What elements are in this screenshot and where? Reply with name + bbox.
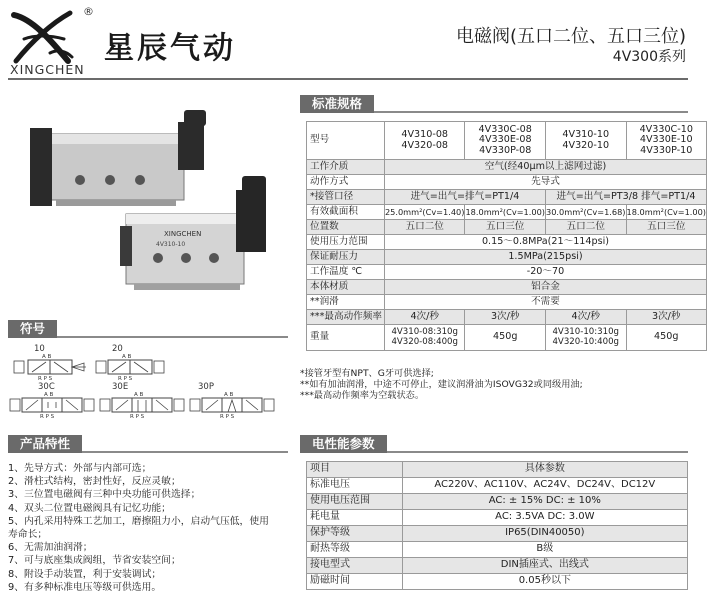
feature-item: 6、无需加油润滑； [8,542,93,554]
note-3: ***最高动作频率为空载状态。 [300,390,425,401]
electrical-row: 励磁时间 0.05秒以下 [307,574,688,590]
electrical-row: 接电型式 DIN插座式、出线式 [307,558,688,574]
section-header-electrical [300,435,688,453]
spec-notes [300,368,583,401]
spec-row-pressure: 使用压力范围 0.15～0.8MPa(21～114psi) [307,235,707,250]
valve-model-text: 4V310-10 [156,241,186,248]
page-title: 电磁阀(五口二位、五口三位) [455,26,686,47]
valve-symbol-30p [188,390,280,420]
brand-name-en: XINGCHEN [10,62,85,77]
spec-row-action: 动作方式 先导式 [307,175,707,190]
electrical-header-row: 项目 具体参数 [307,462,688,478]
registered-mark: ® [83,5,94,18]
note-2: **如有加油润滑，中途不可停止，建议润滑油为ISOVG32或同级用油; [300,379,583,390]
section-title-symbol: 符号 [8,320,57,338]
spec-row-lubrication: **润滑 不需要 [307,295,707,310]
note-1: *接管牙型有NPT、G牙可供选择; [300,368,434,379]
spec-row-medium: 工作介质 空气(经40μm以上滤网过滤) [307,160,707,175]
electrical-row: 耗电量 AC: 3.5VA DC: 3.0W [307,510,688,526]
electrical-row: 耐热等级 B级 [307,542,688,558]
spec-row-material: 本体材质 铝合金 [307,280,707,295]
spec-row-positions: 位置数 五口二位 五口三位 五口二位 五口三位 [307,220,707,235]
feature-item: 3、三位置电磁阀有三种中央功能可供选择； [8,489,201,501]
section-header-features [8,435,288,453]
spec-header-row [307,122,707,160]
spec-header-model-2: 4V330C-08 4V330E-08 4V330P-08 [465,122,546,160]
feature-item: 1、先导方式：外部与内部可选； [8,463,152,474]
svg-text:A B: A B [44,392,54,398]
section-header-spec [300,95,688,113]
valve-symbol-30c [8,390,98,420]
series-title: 4V300系列 [612,49,686,65]
spec-row-area: 有效截面积 25.0mm²(Cv=1.40) 18.0mm²(Cv=1.00) 30.0mm²(Cv=1.68) 18.0mm²(Cv=1.00) [307,205,707,220]
symbol-label-20: 20 [112,344,123,354]
spec-row-proof: 保证耐压力 1.5MPa(215psi) [307,250,707,265]
feature-item: 9、有多种标准电压等级可供选用。 [8,581,162,593]
spec-header-label: 型号 [307,122,385,160]
spec-row-temperature: 工作温度 ℃ -20～70 [307,265,707,280]
feature-item: 5、内孔采用特殊工艺加工，磨擦阻力小，启动气压低，使用 [8,515,269,527]
electrical-table [306,461,688,590]
valve-symbol-30e [98,390,188,420]
svg-text:R P S: R P S [118,376,133,382]
svg-text:A B: A B [122,354,132,360]
section-header-symbol [8,320,288,338]
spec-header-model-3: 4V310-10 4V320-10 [545,122,626,160]
symbol-label-30c: 30C [38,382,55,392]
electrical-row: 保护等级 IP65(DIN40050) [307,526,688,542]
section-title-spec: 标准规格 [300,95,374,113]
svg-text:A B: A B [42,354,52,360]
spec-table [306,121,707,351]
header-divider [8,78,688,80]
feature-item: 2、滑柱式结构，密封性好，反应灵敏； [8,476,181,488]
feature-item: 4、双头二位置电磁阀具有记忆功能； [8,502,171,514]
feature-item: 7、可与底座集成阀组，节省安装空间； [8,555,181,567]
spec-header-model-1: 4V310-08 4V320-08 [384,122,465,160]
valve-back-illustration [30,110,206,206]
spec-row-weight: 重量 4V310-08:310g 4V320-08:400g 450g 4V310-10:310g 4V320-10:400g 450g [307,325,707,351]
spec-row-frequency: ***最高动作频率 4次/秒 3次/秒 4次/秒 3次/秒 [307,310,707,325]
spec-row-port: *接管口径 进气=出气=排气=PT1/4 进气=出气=PT3/8 排气=PT1/4 [307,190,707,205]
symbol-label-30e: 30E [112,382,129,392]
symbol-label-10: 10 [34,344,45,354]
spec-header-model-4: 4V330C-10 4V330E-10 4V330P-10 [626,122,707,160]
svg-text:R P S: R P S [130,414,145,420]
valve-product-photo [30,110,280,310]
svg-text:R P S: R P S [40,414,55,420]
features-list [8,462,288,594]
section-title-features: 产品特性 [8,435,82,453]
electrical-row: 使用电压范围 AC: ± 15% DC: ± 10% [307,494,688,510]
section-title-electrical: 电性能参数 [300,435,387,453]
feature-item: 寿命长； [8,529,48,541]
valve-symbol-10 [8,352,94,382]
xingchen-logo-icon [10,9,76,65]
brand-name-cn: 星辰气动 [104,31,236,66]
feature-item: 8、附设手动装置，利于安装调试； [8,568,162,580]
svg-text:R P S: R P S [38,376,53,382]
svg-text:A B: A B [134,392,144,398]
symbol-label-30p: 30P [198,382,214,392]
valve-symbol-20 [92,352,172,382]
valve-label-text: XINGCHEN [164,230,202,238]
svg-text:R P S: R P S [220,414,235,420]
electrical-row: 标准电压 AC220V、AC110V、AC24V、DC24V、DC12V [307,478,688,494]
svg-text:A B: A B [224,392,234,398]
